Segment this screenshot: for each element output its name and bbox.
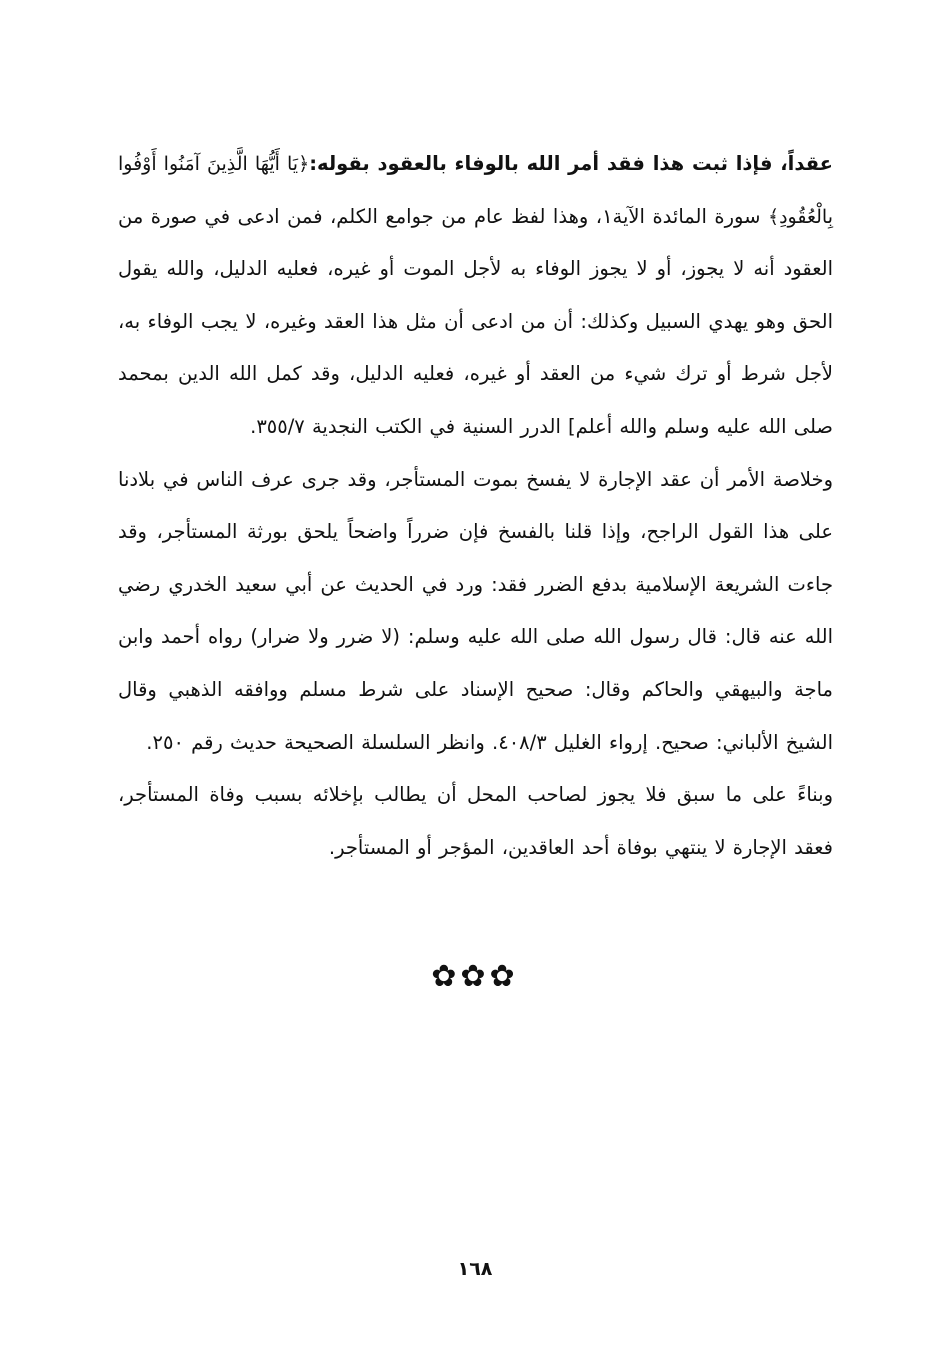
paragraph-1-body: سورة المائدة الآية١، وهذا لفظ عام من جوامع الكلم، فمن ادعى في صورة من العقود أنه لا يجوز، أو لا يجوز الوفاء به لأجل الموت أو غيره، فعليه الدليل، والله يقول الحق وهو يهدي السبيل وكذلك: أن من ادعى أن مثل هذا العقد وغيره، لا يجب الوفاء به، لأجل شرط أو ترك شيء من العقد أو غيره، فعليه الدليل، وقد كمل الله الدين بمحمد صلى الله عليه وسلم والله أعلم] الدرر السنية في الكتب النجدية ٣٥٥/٧. [118,204,833,438]
quran-verse: ﴿يَا أَيُّهَا الَّذِينَ آمَنُوا أَوْفُوا بِالْعُقُودِ﴾ [118,153,833,228]
page-body [118,138,833,874]
paragraph-1 [118,138,833,454]
paragraph-2-body: وخلاصة الأمر أن عقد الإجارة لا يفسخ بموت المستأجر، وقد جرى عرف الناس في بلادنا على هذا القول الراجح، وإذا قلنا بالفسخ فإن ضرراً واضحاً يلحق بورثة المستأجر، وقد جاءت الشريعة الإسلامية بدفع الضرر فقد: ورد في الحديث عن أبي سعيد الخدري رضي الله عنه قال: قال رسول الله صلى الله عليه وسلم: (لا ضرر ولا ضرار) رواه أحمد وابن ماجة والبيهقي والحاكم وقال: صحيح الإسناد على شرط مسلم ووافقه الذهبي وقال الشيخ الألباني: صحيح. إرواء الغليل ٤٠٨/٣. وانظر السلسلة الصحيحة حديث رقم ٢٥٠. [118,467,833,754]
paragraph-3 [118,769,833,874]
paragraph-1-opening: عقداً، فإذا ثبت هذا فقد أمر الله بالوفاء بالعقود بقوله: [309,152,833,175]
page-number: ١٦٨ [457,1258,493,1280]
paragraph-2 [118,454,833,770]
three-flower-ornament-icon: ✿✿✿ [431,959,519,994]
paragraph-3-body: وبناءً على ما سبق فلا يجوز لصاحب المحل أن يطالب بإخلائه بسبب وفاة المستأجر، فعقد الإجارة لا ينتهي بوفاة أحد العاقدين، المؤجر أو المستأجر. [118,783,833,859]
